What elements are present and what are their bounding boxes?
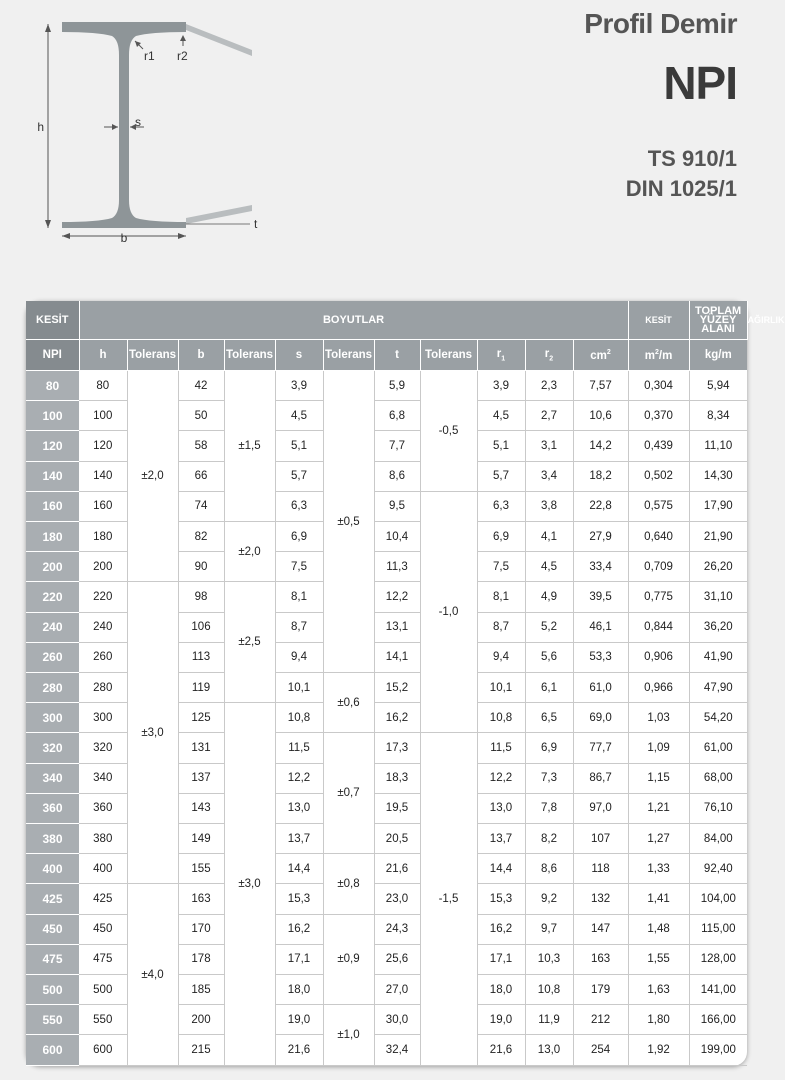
table-body (26, 371, 747, 1066)
cell-r2: 7,3 (525, 763, 573, 793)
cell-h: 425 (79, 884, 127, 914)
cell-kesit: 550 (26, 1005, 79, 1035)
cell-h: 160 (79, 491, 127, 521)
cell-kesit: 475 (26, 944, 79, 974)
header-t: t (374, 340, 420, 371)
label-s: s (135, 115, 141, 129)
cell-b: 90 (178, 552, 224, 582)
cell-r1: 19,0 (477, 1005, 525, 1035)
cell-r2: 8,2 (525, 824, 573, 854)
cell-weight: 11,10 (689, 431, 747, 461)
cell-kesit: 180 (26, 522, 79, 552)
cell-cm2: 77,7 (573, 733, 628, 763)
cell-cm2: 27,9 (573, 522, 628, 552)
cell-kesit: 220 (26, 582, 79, 612)
cell-weight: 92,40 (689, 854, 747, 884)
header-r2: $r_2$ (525, 340, 573, 371)
cell-kesit: 80 (26, 371, 79, 401)
cell-surface-area: 0,370 (628, 401, 689, 431)
cell-s: 21,6 (275, 1035, 323, 1066)
i-beam-diagram (0, 0, 300, 260)
cell-b: 178 (178, 944, 224, 974)
cell-b: 74 (178, 491, 224, 521)
cell-kesit: 600 (26, 1035, 79, 1066)
header-tol-t: Tolerans (420, 340, 477, 371)
cell-kesit: 380 (26, 824, 79, 854)
cell-s: 16,2 (275, 914, 323, 944)
cell-s: 14,4 (275, 854, 323, 884)
cell-cm2: 69,0 (573, 703, 628, 733)
cell-cm2: 14,2 (573, 431, 628, 461)
cell-h: 475 (79, 944, 127, 974)
cell-cm2: 179 (573, 975, 628, 1005)
cell-cm2: 10,6 (573, 401, 628, 431)
cell-cm2: 33,4 (573, 552, 628, 582)
cell-r1: 5,7 (477, 461, 525, 491)
cell-weight: 8,34 (689, 401, 747, 431)
cell-r2: 3,4 (525, 461, 573, 491)
cell-t: 15,2 (374, 673, 420, 703)
cell-h: 180 (79, 522, 127, 552)
cell-t: 10,4 (374, 522, 420, 552)
cell-cm2: 132 (573, 884, 628, 914)
cell-h: 380 (79, 824, 127, 854)
cell-surface-area: 0,709 (628, 552, 689, 582)
header-cm2: $cm^2$ (573, 340, 628, 371)
cell-surface-area: 0,575 (628, 491, 689, 521)
cell-surface-area: 0,439 (628, 431, 689, 461)
cell-cm2: 254 (573, 1035, 628, 1066)
label-b: b (120, 231, 128, 245)
cell-tolerance-h: ±3,0 (127, 582, 178, 884)
cell-tolerance-h: ±2,0 (127, 371, 178, 582)
cell-cm2: 61,0 (573, 673, 628, 703)
cell-cm2: 39,5 (573, 582, 628, 612)
cell-kesit: 340 (26, 763, 79, 793)
cell-weight: 199,00 (689, 1035, 747, 1066)
flange-slope-top (186, 24, 252, 56)
cell-surface-area: 1,63 (628, 975, 689, 1005)
cell-h: 450 (79, 914, 127, 944)
cell-h: 140 (79, 461, 127, 491)
cell-tolerance-t: -1,0 (420, 491, 477, 733)
cell-r2: 6,5 (525, 703, 573, 733)
cell-s: 6,3 (275, 491, 323, 521)
cell-b: 119 (178, 673, 224, 703)
cell-b: 163 (178, 884, 224, 914)
cell-tolerance-s: ±1,0 (323, 1005, 374, 1066)
cell-h: 200 (79, 552, 127, 582)
cell-surface-area: 1,33 (628, 854, 689, 884)
cell-r1: 17,1 (477, 944, 525, 974)
header-boyutlar: BOYUTLAR (79, 301, 628, 340)
npi-spec-table: KESİT BOYUTLAR KESİT TOPLAM YÜZEY ALANI AĞIRLIK NPI h Tolerans b Tolerans s Tolerans t Tolerans $r_1$ $r_2$ $cm^2$ $m^2/m$ kg/m 80 80 ±2,0 42 ±1,5 3,9 ±0,5 5,9 -0,5 3,9 2,3 7,57 0,304 5,94 100 100 50 4,5 6,8 4,5 2,7 10,6 0,370 8,34 120 120 58 5,1 7,7 5,1 3,1 14,2 0,439 11,10 140 140 66 5,7 8,6 5,7 3,4 18,2 0,502 14,30 160 160 74 6,3 9,5 -1,0 6,3 3,8 22,8 0,575 17,90 180 180 82 ±2,0 6,9 10,4 6,9 4,1 27,9 0,640 21,90 200 200 90 7,5 11,3 7,5 4,5 33,4 0,709 26,20 220 220 ±3,0 98 ±2,5 8,1 12,2 8,1 4,9 39,5 0,775 31,10 240 240 106 8,7 13,1 8,7 5,2 46,1 0,844 36,20 260 260 113 9,4 14,1 9,4 5,6 53,3 0,906 41,90 280 280 119 10,1 ±0,6 15,2 10,1 6,1 61,0 0,966 47,90 300 300 125 ±3,0 10,8 16,2 10,8 6,5 69,0 1,03 54,20 320 320 131 11,5 ±0,7 17,3 -1,5 11,5 6,9 77,7 1,09 61,00 340 340 137 12,2 18,3 12,2 7,3 86,7 1,15 68,00 360 360 143 13,0 19,5 13,0 7,8 97,0 1,21 76,10 380 380 149 13,7 20,5 13,7 8,2 107 1,27 84,00 400 400 155 14,4 ±0,8 21,6 14,4 8,6 118 1,33 92,40 425 425 ±4,0 163 15,3 23,0 15,3 9,2 132 1,41 104,00 450 450 170 16,2 ±0,9 24,3 16,2 9,7 147 1,48 115,00 475 475 178 17,1 25,6 17,1 10,3 163 1,55 128,00 500 500 185 18,0 27,0 18,0 10,8 179 1,63 141,00 550 550 200 19,0 ±1,0 30,0 19,0 11,9 212 1,80 166,00 600 600 215 21,6 32,4 21,6 13,0 254 1,92 199,00 (26, 301, 747, 1066)
cell-surface-area: 1,48 (628, 914, 689, 944)
cell-b: 155 (178, 854, 224, 884)
cell-b: 137 (178, 763, 224, 793)
cell-t: 18,3 (374, 763, 420, 793)
cell-cm2: 46,1 (573, 612, 628, 642)
cell-s: 13,7 (275, 824, 323, 854)
spec-table-card (26, 301, 785, 1066)
cell-r1: 8,1 (477, 582, 525, 612)
cell-surface-area: 1,80 (628, 1005, 689, 1035)
cell-weight: 115,00 (689, 914, 747, 944)
cell-surface-area: 0,775 (628, 582, 689, 612)
cell-r1: 18,0 (477, 975, 525, 1005)
cell-t: 9,5 (374, 491, 420, 521)
cell-cm2: 22,8 (573, 491, 628, 521)
cell-surface-area: 0,640 (628, 522, 689, 552)
cell-kesit: 100 (26, 401, 79, 431)
cell-cm2: 7,57 (573, 371, 628, 401)
cell-r1: 5,1 (477, 431, 525, 461)
cell-cm2: 107 (573, 824, 628, 854)
cell-b: 215 (178, 1035, 224, 1066)
cell-h: 340 (79, 763, 127, 793)
cell-surface-area: 0,906 (628, 642, 689, 672)
cell-r1: 6,9 (477, 522, 525, 552)
cell-s: 8,1 (275, 582, 323, 612)
cell-s: 4,5 (275, 401, 323, 431)
cell-r1: 10,8 (477, 703, 525, 733)
table-row (26, 884, 747, 914)
cell-weight: 5,94 (689, 371, 747, 401)
header-r1: $r_1$ (477, 340, 525, 371)
cell-weight: 61,00 (689, 733, 747, 763)
cell-kesit: 360 (26, 793, 79, 823)
cell-h: 320 (79, 733, 127, 763)
cell-surface-area: 1,92 (628, 1035, 689, 1066)
cell-t: 20,5 (374, 824, 420, 854)
cell-kesit: 280 (26, 673, 79, 703)
cell-r1: 6,3 (477, 491, 525, 521)
cell-r2: 13,0 (525, 1035, 573, 1066)
cell-t: 21,6 (374, 854, 420, 884)
cell-s: 11,5 (275, 733, 323, 763)
standard-ts: TS 910/1 (647, 146, 737, 171)
cell-s: 3,9 (275, 371, 323, 401)
cell-weight: 128,00 (689, 944, 747, 974)
cell-kesit: 120 (26, 431, 79, 461)
cell-weight: 26,20 (689, 552, 747, 582)
cell-kesit: 300 (26, 703, 79, 733)
table-row (26, 582, 747, 612)
cell-b: 50 (178, 401, 224, 431)
label-r1: r1 (144, 49, 155, 63)
i-beam-shape (62, 22, 186, 228)
cell-surface-area: 0,844 (628, 612, 689, 642)
cell-weight: 166,00 (689, 1005, 747, 1035)
cell-b: 113 (178, 642, 224, 672)
cell-weight: 41,90 (689, 642, 747, 672)
cell-s: 6,9 (275, 522, 323, 552)
cell-r2: 5,2 (525, 612, 573, 642)
cell-r1: 15,3 (477, 884, 525, 914)
cell-r1: 7,5 (477, 552, 525, 582)
product-type: NPI (663, 57, 737, 109)
cell-r1: 4,5 (477, 401, 525, 431)
cell-tolerance-h: ±4,0 (127, 884, 178, 1066)
cell-b: 200 (178, 1005, 224, 1035)
cell-r2: 6,9 (525, 733, 573, 763)
cell-surface-area: 0,966 (628, 673, 689, 703)
cell-h: 280 (79, 673, 127, 703)
cell-kesit: 200 (26, 552, 79, 582)
header-tol-b: Tolerans (224, 340, 275, 371)
cell-h: 400 (79, 854, 127, 884)
cell-b: 98 (178, 582, 224, 612)
cell-r1: 12,2 (477, 763, 525, 793)
cell-r2: 7,8 (525, 793, 573, 823)
cell-r2: 3,8 (525, 491, 573, 521)
cell-s: 5,7 (275, 461, 323, 491)
label-t: t (254, 217, 258, 231)
cell-b: 82 (178, 522, 224, 552)
cell-kesit: 160 (26, 491, 79, 521)
cell-surface-area: 1,27 (628, 824, 689, 854)
cell-r1: 9,4 (477, 642, 525, 672)
cell-r2: 4,1 (525, 522, 573, 552)
cell-b: 58 (178, 431, 224, 461)
cell-t: 25,6 (374, 944, 420, 974)
cell-b: 131 (178, 733, 224, 763)
cell-t: 27,0 (374, 975, 420, 1005)
cell-cm2: 118 (573, 854, 628, 884)
cell-r2: 4,9 (525, 582, 573, 612)
flange-slope-bottom (186, 205, 252, 224)
cell-b: 106 (178, 612, 224, 642)
cell-h: 360 (79, 793, 127, 823)
cell-b: 143 (178, 793, 224, 823)
cell-weight: 84,00 (689, 824, 747, 854)
cell-weight: 36,20 (689, 612, 747, 642)
cell-t: 17,3 (374, 733, 420, 763)
cell-cm2: 212 (573, 1005, 628, 1035)
cell-s: 10,1 (275, 673, 323, 703)
product-title: Profil Demir (584, 8, 737, 39)
cell-t: 8,6 (374, 461, 420, 491)
cell-r2: 3,1 (525, 431, 573, 461)
cell-s: 19,0 (275, 1005, 323, 1035)
cell-surface-area: 1,21 (628, 793, 689, 823)
cell-tolerance-t: -0,5 (420, 371, 477, 492)
cell-s: 12,2 (275, 763, 323, 793)
cell-tolerance-s: ±0,8 (323, 854, 374, 914)
cell-r1: 10,1 (477, 673, 525, 703)
cell-weight: 21,90 (689, 522, 747, 552)
cell-r1: 13,0 (477, 793, 525, 823)
cell-s: 9,4 (275, 642, 323, 672)
cell-r2: 6,1 (525, 673, 573, 703)
cell-t: 16,2 (374, 703, 420, 733)
cell-weight: 68,00 (689, 763, 747, 793)
cell-t: 7,7 (374, 431, 420, 461)
table-row (26, 371, 747, 401)
cell-weight: 76,10 (689, 793, 747, 823)
cell-surface-area: 1,09 (628, 733, 689, 763)
cell-t: 12,2 (374, 582, 420, 612)
cell-s: 17,1 (275, 944, 323, 974)
cell-s: 13,0 (275, 793, 323, 823)
header-m2m: $m^2/m$ (628, 340, 689, 371)
cell-cm2: 147 (573, 914, 628, 944)
cell-r1: 14,4 (477, 854, 525, 884)
header-h: h (79, 340, 127, 371)
header-tol-s: Tolerans (323, 340, 374, 371)
cell-tolerance-b: ±2,5 (224, 582, 275, 703)
cell-b: 149 (178, 824, 224, 854)
cell-r1: 13,7 (477, 824, 525, 854)
cell-s: 15,3 (275, 884, 323, 914)
cell-t: 6,8 (374, 401, 420, 431)
cell-h: 500 (79, 975, 127, 1005)
cell-cm2: 18,2 (573, 461, 628, 491)
cell-h: 260 (79, 642, 127, 672)
cell-r1: 16,2 (477, 914, 525, 944)
cell-s: 8,7 (275, 612, 323, 642)
cell-kesit: 425 (26, 884, 79, 914)
label-h: h (37, 120, 44, 134)
cell-surface-area: 0,502 (628, 461, 689, 491)
cell-b: 185 (178, 975, 224, 1005)
cell-r2: 4,5 (525, 552, 573, 582)
cell-t: 14,1 (374, 642, 420, 672)
cell-r1: 3,9 (477, 371, 525, 401)
cell-cm2: 97,0 (573, 793, 628, 823)
cell-b: 125 (178, 703, 224, 733)
cell-weight: 14,30 (689, 461, 747, 491)
cell-weight: 31,10 (689, 582, 747, 612)
header-kesit: KESİT (26, 301, 79, 340)
header-kgm: kg/m (689, 340, 747, 371)
cell-b: 170 (178, 914, 224, 944)
cell-surface-area: 0,304 (628, 371, 689, 401)
cell-s: 7,5 (275, 552, 323, 582)
cell-h: 240 (79, 612, 127, 642)
cell-kesit: 320 (26, 733, 79, 763)
cell-t: 13,1 (374, 612, 420, 642)
cell-kesit: 400 (26, 854, 79, 884)
cell-r1: 21,6 (477, 1035, 525, 1066)
cell-b: 42 (178, 371, 224, 401)
cell-weight: 141,00 (689, 975, 747, 1005)
cell-t: 30,0 (374, 1005, 420, 1035)
header-tol-h: Tolerans (127, 340, 178, 371)
cell-s: 5,1 (275, 431, 323, 461)
cell-surface-area: 1,15 (628, 763, 689, 793)
cell-kesit: 450 (26, 914, 79, 944)
cell-h: 120 (79, 431, 127, 461)
cell-tolerance-s: ±0,7 (323, 733, 374, 854)
cell-tolerance-b: ±3,0 (224, 703, 275, 1066)
cell-t: 32,4 (374, 1035, 420, 1066)
cell-weight: 54,20 (689, 703, 747, 733)
cell-h: 220 (79, 582, 127, 612)
cell-r2: 5,6 (525, 642, 573, 672)
cell-r2: 10,3 (525, 944, 573, 974)
cell-r1: 11,5 (477, 733, 525, 763)
cell-r2: 8,6 (525, 854, 573, 884)
cell-h: 550 (79, 1005, 127, 1035)
cell-h: 100 (79, 401, 127, 431)
cell-cm2: 53,3 (573, 642, 628, 672)
cell-t: 24,3 (374, 914, 420, 944)
cell-r2: 9,2 (525, 884, 573, 914)
cell-surface-area: 1,41 (628, 884, 689, 914)
cell-tolerance-b: ±2,0 (224, 522, 275, 582)
header-kesit-area: KESİT (628, 301, 689, 340)
cell-r2: 2,3 (525, 371, 573, 401)
cell-tolerance-s: ±0,6 (323, 673, 374, 733)
cell-kesit: 140 (26, 461, 79, 491)
cell-h: 600 (79, 1035, 127, 1066)
cell-s: 18,0 (275, 975, 323, 1005)
cell-t: 11,3 (374, 552, 420, 582)
cell-s: 10,8 (275, 703, 323, 733)
cell-kesit: 500 (26, 975, 79, 1005)
cell-weight: 47,90 (689, 673, 747, 703)
cell-weight: 17,90 (689, 491, 747, 521)
label-r2: r2 (177, 49, 188, 63)
cell-t: 23,0 (374, 884, 420, 914)
header-surface-area: TOPLAM YÜZEY ALANI (689, 301, 747, 340)
cell-r1: 8,7 (477, 612, 525, 642)
cell-r2: 10,8 (525, 975, 573, 1005)
cell-t: 19,5 (374, 793, 420, 823)
cell-tolerance-b: ±1,5 (224, 371, 275, 522)
cell-surface-area: 1,55 (628, 944, 689, 974)
cell-surface-area: 1,03 (628, 703, 689, 733)
cell-tolerance-s: ±0,5 (323, 371, 374, 673)
cell-tolerance-s: ±0,9 (323, 914, 374, 1005)
standard-din: DIN 1025/1 (625, 176, 737, 201)
cell-r2: 11,9 (525, 1005, 573, 1035)
cell-tolerance-t: -1,5 (420, 733, 477, 1066)
cell-r2: 9,7 (525, 914, 573, 944)
cell-t: 5,9 (374, 371, 420, 401)
cell-kesit: 240 (26, 612, 79, 642)
header-b: b (178, 340, 224, 371)
cell-cm2: 163 (573, 944, 628, 974)
cell-cm2: 86,7 (573, 763, 628, 793)
cell-kesit: 260 (26, 642, 79, 672)
cell-h: 300 (79, 703, 127, 733)
cell-h: 80 (79, 371, 127, 401)
cell-r2: 2,7 (525, 401, 573, 431)
cell-b: 66 (178, 461, 224, 491)
cell-weight: 104,00 (689, 884, 747, 914)
header-npi: NPI (26, 340, 79, 371)
header-s: s (275, 340, 323, 371)
